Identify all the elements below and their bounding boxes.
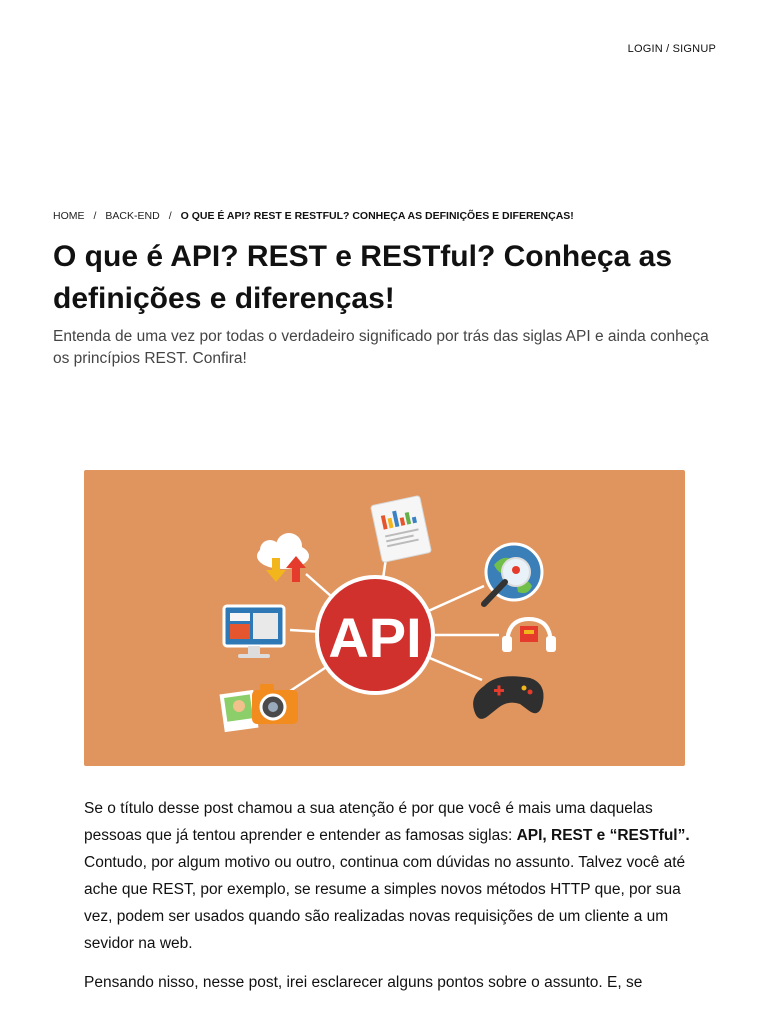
article-paragraph: Se o título desse post chamou a sua atenção é por que você é mais uma daquelas pessoas que já tentou aprender e entender as famosas siglas: API, REST e “RESTful”. Contudo, por algum motivo ou outro, continua com dúvidas no assunto. Talvez você até ache que REST, por exemplo, se resume a simples novos métodos HTTP que, por sua vez, podem ser usados quando são realizadas novas requisições de um cliente a um sevidor na web. xyxy=(84,800,690,952)
article-paragraph: Pensando nisso, nesse post, irei esclarecer alguns pontos sobre o assunto. E, se xyxy=(84,974,643,991)
breadcrumb-category[interactable]: BACK-END xyxy=(105,210,160,222)
breadcrumb-current: O QUE É API? REST E RESTFUL? CONHEÇA AS DEFINIÇÕES E DIFERENÇAS! xyxy=(180,210,574,222)
globe-search-icon xyxy=(484,544,542,604)
api-illustration xyxy=(84,470,685,766)
camera-photo-icon xyxy=(220,684,298,732)
hero-image xyxy=(84,470,685,766)
top-nav xyxy=(628,43,716,55)
login-signup-link[interactable]: LOGIN / SIGNUP xyxy=(627,43,716,55)
page-title: O que é API? REST e RESTful? Conheça as definições e diferenças! xyxy=(53,240,672,315)
breadcrumb xyxy=(53,210,574,222)
headset-icon xyxy=(502,619,556,652)
api-center-label: API xyxy=(328,606,422,669)
api-center-badge xyxy=(317,577,433,693)
article-body xyxy=(84,795,696,1008)
monitor-icon xyxy=(224,606,284,658)
breadcrumb-separator: / xyxy=(168,210,172,222)
breadcrumb-home[interactable]: HOME xyxy=(53,210,85,222)
gamepad-icon xyxy=(473,676,543,719)
breadcrumb-separator: / xyxy=(93,210,97,222)
document-chart-icon xyxy=(371,495,432,562)
cloud-sync-icon xyxy=(257,533,309,582)
page-subtitle: Entenda de uma vez por todas o verdadeiro significado por trás das siglas API e ainda conheça os princípios REST. Confira! xyxy=(53,328,709,367)
